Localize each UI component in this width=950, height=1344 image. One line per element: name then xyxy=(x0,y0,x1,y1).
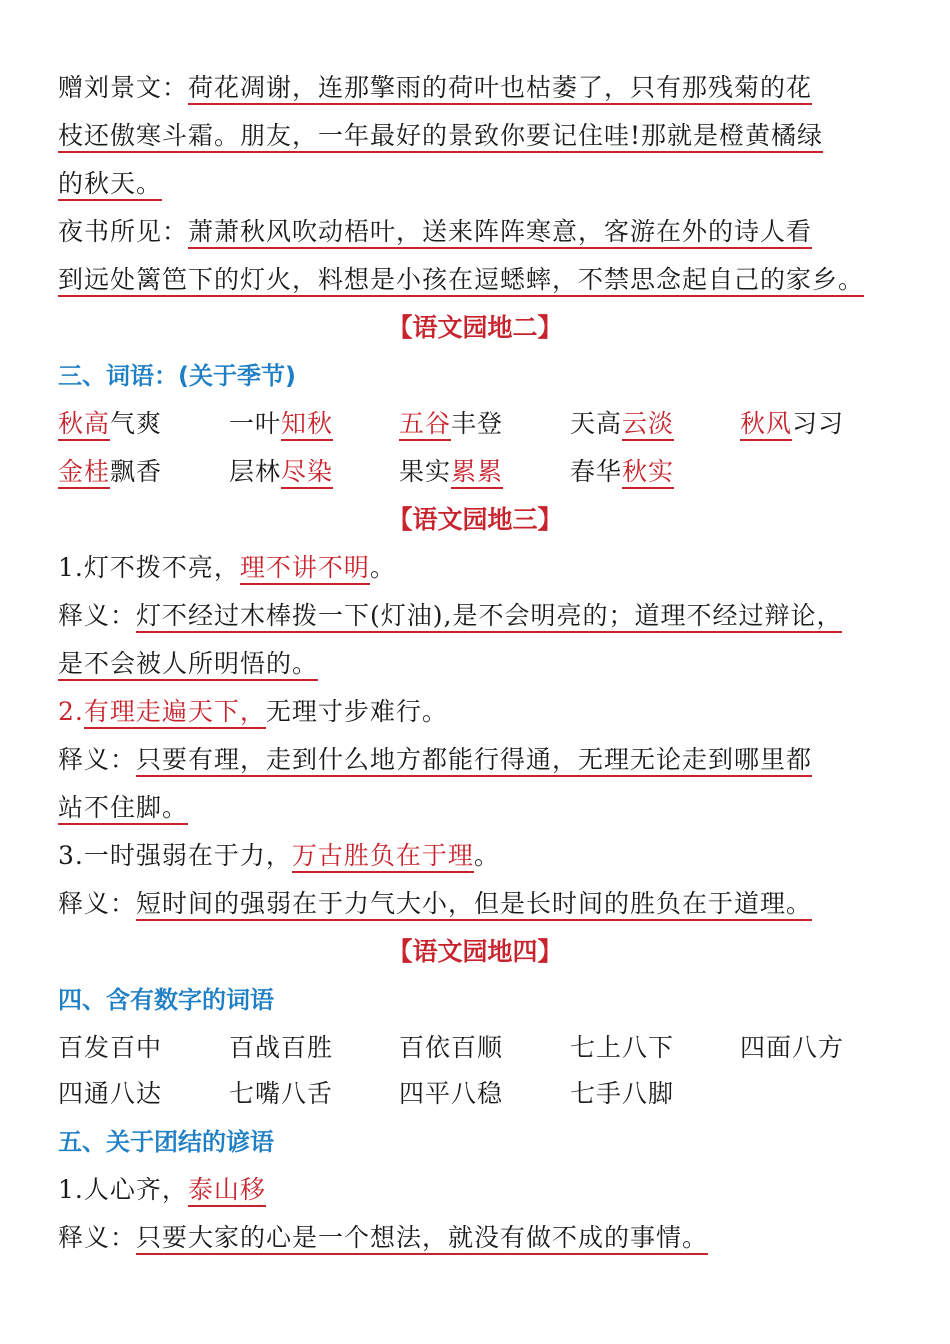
number-word: 七嘴八舌 xyxy=(229,1079,334,1108)
number-word: 四通八达 xyxy=(58,1079,163,1108)
garden2-heading: 【语文园地二】 xyxy=(387,313,563,342)
proverb-1-explanation-1: 释义：灯不经过木棒拨一下(灯油),是不会明亮的；道理不经过辩论， xyxy=(58,596,898,636)
proverb-2-explanation-2: 站不住脚。 xyxy=(58,788,898,828)
proverb-1-answer: 理不讲不明 xyxy=(240,553,370,585)
season-word: 金桂飘香 xyxy=(58,452,162,492)
poem1-line3 xyxy=(58,164,898,204)
proverb-1-explanation-2: 是不会被人所明悟的。 xyxy=(58,644,898,684)
unity-proverb-answer: 泰山移 xyxy=(188,1175,266,1207)
season-words-row-1 xyxy=(58,404,898,444)
poem2-line2 xyxy=(58,260,898,300)
number-word: 四平八稳 xyxy=(399,1079,504,1108)
number-words-row-1 xyxy=(58,1028,898,1068)
proverb-2-answer: 有理走遍天下， xyxy=(84,697,266,729)
season-word: 天高云淡 xyxy=(570,404,674,444)
number-word: 百依百顺 xyxy=(399,1033,504,1062)
season-word: 秋风习习 xyxy=(740,404,844,444)
unity-proverb: 1.人心齐，泰山移 xyxy=(58,1170,898,1210)
section-5-title: 五、关于团结的谚语 xyxy=(58,1128,274,1156)
season-words-row-2 xyxy=(58,452,898,492)
season-word: 果实累累 xyxy=(399,452,503,492)
poem2-translation-1: 萧萧秋风吹动梧叶，送来阵阵寒意，客游在外的诗人看 xyxy=(188,217,812,249)
proverb-3: 3.一时强弱在于力，万古胜负在于理。 xyxy=(58,836,898,876)
garden3-heading: 【语文园地三】 xyxy=(387,505,563,534)
garden4-heading: 【语文园地四】 xyxy=(387,937,563,966)
section-4-title: 四、含有数字的词语 xyxy=(58,986,274,1014)
season-word: 层林尽染 xyxy=(229,452,333,492)
poem1-label: 赠刘景文： xyxy=(58,73,189,102)
poem1-translation-1: 荷花凋谢，连那擎雨的荷叶也枯萎了，只有那残菊的花 xyxy=(188,73,812,105)
number-word: 七手八脚 xyxy=(570,1079,675,1108)
season-word: 五谷丰登 xyxy=(399,404,503,444)
poem1-line2 xyxy=(58,116,898,156)
proverb-3-answer: 万古胜负在于理 xyxy=(292,841,474,873)
poem2-line1 xyxy=(58,212,898,252)
poem1-line1 xyxy=(58,68,898,108)
poem2-translation-2: 到远处篱笆下的灯火，料想是小孩在逗蟋蟀，不禁思念起自己的家乡。 xyxy=(58,265,864,297)
proverb-2: 2.有理走遍天下，无理寸步难行。 xyxy=(58,692,898,732)
number-words-row-2 xyxy=(58,1074,898,1114)
number-word: 四面八方 xyxy=(740,1033,845,1062)
unity-proverb-explanation: 释义：只要大家的心是一个想法，就没有做不成的事情。 xyxy=(58,1218,898,1258)
proverb-2-explanation-1: 释义：只要有理，走到什么地方都能行得通，无理无论走到哪里都 xyxy=(58,740,898,780)
poem1-translation-3: 的秋天。 xyxy=(58,169,162,201)
proverb-3-explanation: 释义：短时间的强弱在于力气大小，但是长时间的胜负在于道理。 xyxy=(58,884,898,924)
number-word: 七上八下 xyxy=(570,1033,675,1062)
season-word: 一叶知秋 xyxy=(229,404,333,444)
poem1-translation-2: 枝还傲寒斗霜。朋友，一年最好的景致你要记住哇!那就是橙黄橘绿 xyxy=(58,121,823,153)
poem2-label: 夜书所见： xyxy=(58,217,189,246)
proverb-1: 1.灯不拨不亮，理不讲不明。 xyxy=(58,548,898,588)
number-word: 百发百中 xyxy=(58,1033,163,1062)
section-3-title: 三、词语：(关于季节) xyxy=(58,362,296,390)
season-word: 春华秋实 xyxy=(570,452,674,492)
number-word: 百战百胜 xyxy=(229,1033,334,1062)
season-word: 秋高气爽 xyxy=(58,404,162,444)
